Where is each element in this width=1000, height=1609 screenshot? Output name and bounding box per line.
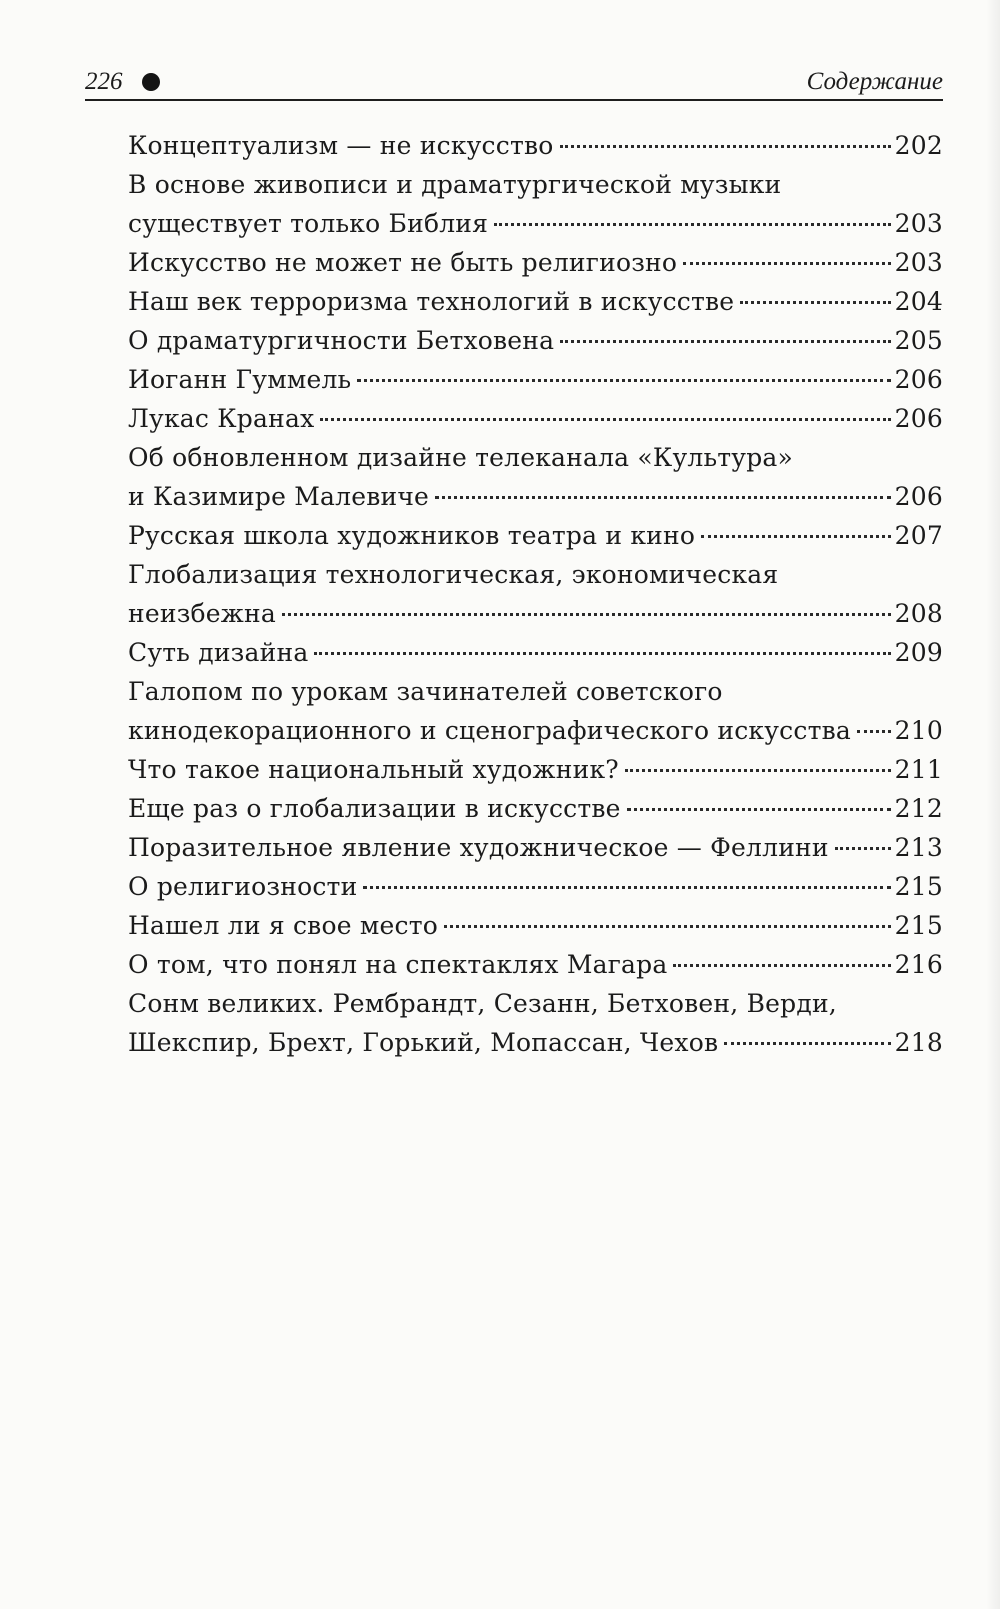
- toc-entry[interactable]: [128, 672, 943, 750]
- toc-entry[interactable]: [128, 945, 943, 984]
- toc-entry-page-number: 203: [894, 248, 943, 277]
- toc-entry[interactable]: [128, 282, 943, 321]
- toc-entry-row: [128, 789, 943, 828]
- bullet-icon: [142, 73, 160, 91]
- toc-entry[interactable]: [128, 516, 943, 555]
- toc-entry-title-line: Суть дизайна: [128, 638, 309, 667]
- toc-entry-title-line: Концептуализм — не искусство: [128, 131, 554, 160]
- dot-leader: [740, 301, 890, 304]
- dot-leader: [560, 340, 890, 343]
- header-rule: [85, 99, 943, 101]
- dot-leader: [494, 223, 891, 226]
- toc-entry-title-line: Иоганн Гуммель: [128, 365, 352, 394]
- toc-entry[interactable]: [128, 867, 943, 906]
- toc-entry-title-line: неизбежна: [128, 599, 276, 628]
- toc-entry[interactable]: [128, 321, 943, 360]
- toc-entry-page-number: 206: [894, 404, 943, 433]
- page-edge-shadow: [986, 0, 1000, 1609]
- toc-entry-row: [128, 906, 943, 945]
- toc-entry-title-line: О драматургичности Бетховена: [128, 326, 555, 355]
- running-title: Содержание: [806, 68, 943, 95]
- toc-entry-title-line: Глобализация технологическая, экономическая: [128, 560, 779, 589]
- toc-entry-page-number: 205: [894, 326, 943, 355]
- toc-entry-title-line: Об обновленном дизайне телеканала «Культура»: [128, 443, 794, 472]
- page-header: [85, 62, 943, 102]
- toc-entry-page-number: 216: [894, 950, 943, 979]
- dot-leader: [724, 1042, 890, 1045]
- toc-entry-title-line: О религиозности: [128, 872, 358, 901]
- toc-entry-page-number: 208: [894, 599, 943, 628]
- dot-leader: [282, 613, 891, 616]
- toc-entry-title-line: Искусство не может не быть религиозно: [128, 248, 678, 277]
- toc-entry[interactable]: [128, 360, 943, 399]
- toc-entry-row: [128, 321, 943, 360]
- dot-leader: [560, 145, 891, 148]
- toc-entry-page-number: 204: [894, 287, 943, 316]
- toc-entry[interactable]: [128, 165, 943, 243]
- toc-entry-title-line: Сонм великих. Рембрандт, Сезанн, Бетховен, Верди,: [128, 989, 837, 1018]
- toc-entry-row: [128, 594, 943, 633]
- toc-entry-row: [128, 750, 943, 789]
- toc-entry-row: [128, 399, 943, 438]
- table-of-contents: [128, 126, 943, 1062]
- toc-entry-title-line: Галопом по урокам зачинателей советского: [128, 677, 723, 706]
- toc-entry-row: [128, 945, 943, 984]
- dot-leader: [683, 262, 891, 265]
- dot-leader: [363, 886, 890, 889]
- dot-leader: [435, 496, 891, 499]
- toc-entry[interactable]: [128, 789, 943, 828]
- toc-entry-title-line: кинодекорационного и сценографического искусства: [128, 716, 851, 745]
- dot-leader: [673, 964, 890, 967]
- toc-entry[interactable]: [128, 438, 943, 516]
- dot-leader: [314, 652, 890, 655]
- toc-entry[interactable]: [128, 633, 943, 672]
- toc-entry-title-line: Поразительное явление художническое — Феллини: [128, 833, 829, 862]
- toc-entry[interactable]: [128, 126, 943, 165]
- toc-entry-row: [128, 633, 943, 672]
- toc-entry-page-number: 210: [894, 716, 943, 745]
- toc-entry-row: [128, 1023, 943, 1062]
- toc-entry[interactable]: [128, 906, 943, 945]
- dot-leader: [835, 847, 891, 850]
- toc-entry-title-line: Еще раз о глобализации в искусстве: [128, 794, 621, 823]
- toc-entry-row: [128, 828, 943, 867]
- toc-entry-page-number: 215: [894, 872, 943, 901]
- toc-entry[interactable]: [128, 750, 943, 789]
- toc-entry-page-number: 212: [894, 794, 943, 823]
- toc-entry-title-line: существует только Библия: [128, 209, 489, 238]
- dot-leader: [701, 535, 891, 538]
- dot-leader: [857, 730, 891, 733]
- toc-entry-title-line: Русская школа художников театра и кино: [128, 521, 696, 550]
- toc-entry-title-line: О том, что понял на спектаклях Магара: [128, 950, 668, 979]
- toc-entry[interactable]: [128, 243, 943, 282]
- toc-entry-page-number: 213: [894, 833, 943, 862]
- toc-entry-row: [128, 867, 943, 906]
- toc-entry-page-number: 209: [894, 638, 943, 667]
- toc-entry-page-number: 203: [894, 209, 943, 238]
- toc-entry-page-number: 218: [894, 1028, 943, 1057]
- toc-entry-page-number: 206: [894, 365, 943, 394]
- toc-entry-title-line: Лукас Кранах: [128, 404, 315, 433]
- toc-entry-row: [128, 126, 943, 165]
- toc-entry-row: [128, 360, 943, 399]
- toc-entry-title-line: Наш век терроризма технологий в искусстве: [128, 287, 735, 316]
- toc-entry-title-line: В основе живописи и драматургической музыки: [128, 170, 782, 199]
- toc-entry-title-line: Шекспир, Брехт, Горький, Мопассан, Чехов: [128, 1028, 719, 1057]
- toc-entry-title-line: Что такое национальный художник?: [128, 755, 619, 784]
- toc-entry[interactable]: [128, 555, 943, 633]
- toc-entry-page-number: 206: [894, 482, 943, 511]
- toc-entry-page-number: 211: [894, 755, 943, 784]
- page-number: 226: [85, 68, 123, 95]
- dot-leader: [627, 808, 891, 811]
- toc-entry-row: [128, 516, 943, 555]
- toc-entry-row: [128, 204, 943, 243]
- toc-entry[interactable]: [128, 399, 943, 438]
- dot-leader: [357, 379, 890, 382]
- toc-entry-title-line: и Казимире Малевиче: [128, 482, 430, 511]
- toc-entry-page-number: 202: [894, 131, 943, 160]
- toc-entry-row: [128, 711, 943, 750]
- dot-leader: [625, 769, 891, 772]
- toc-entry-page-number: 215: [894, 911, 943, 940]
- toc-entry-row: [128, 477, 943, 516]
- toc-entry[interactable]: [128, 828, 943, 867]
- dot-leader: [320, 418, 890, 421]
- toc-entry-row: [128, 282, 943, 321]
- toc-entry[interactable]: [128, 984, 943, 1062]
- toc-entry-page-number: 207: [894, 521, 943, 550]
- toc-entry-row: [128, 243, 943, 282]
- toc-entry-title-line: Нашел ли я свое место: [128, 911, 438, 940]
- dot-leader: [444, 925, 891, 928]
